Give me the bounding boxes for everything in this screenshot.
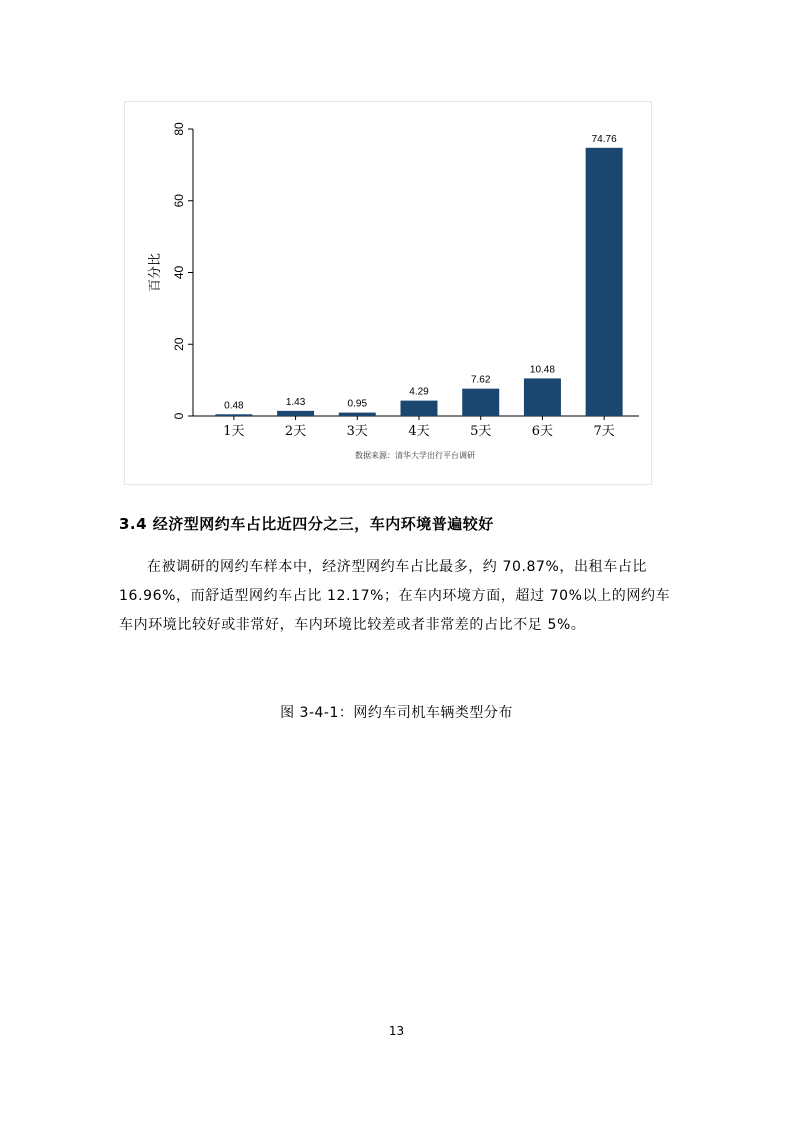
source-note: 数据来源：清华大学出行平台调研 [355,451,475,460]
x-tick-label: 2天 [284,424,307,439]
section-heading: 3.4 经济型网约车占比近四分之三，车内环境普遍较好 [119,515,494,533]
x-tick-label: 4天 [408,424,430,439]
x-tick-label: 3天 [346,424,368,439]
y-tick-label: 40 [172,265,186,280]
figure-caption: 图 3-4-1：网约车司机车辆类型分布 [280,705,513,721]
data-label: 0.48 [224,400,244,412]
y-tick-label: 0 [172,412,186,420]
section-paragraph: 在被调研的网约车样本中，经济型网约车占比最多，约 70.87%，出租车占比 16.96%，而舒适型网约车占比 12.17%；在车内环境方面，超过 70%以上的网约车车内环境比较好或非常好，车内环境比较差或者非常差的占比不足 5%。 [119,559,671,633]
y-tick-label: 60 [172,194,186,208]
x-tick-label: 6天 [531,424,554,439]
x-tick-label: 1天 [223,424,245,439]
bar [586,148,623,416]
bar [339,413,376,416]
bar [277,411,314,416]
bar [462,389,499,416]
data-label: 7.62 [470,374,491,386]
x-tick-label: 5天 [470,424,492,439]
data-label: 74.76 [591,133,617,145]
bar [401,401,438,416]
page-number: 13 [388,1024,405,1038]
y-tick-label: 20 [172,337,186,351]
x-tick-label: 7天 [593,424,615,439]
y-tick-label: 80 [172,122,186,136]
data-label: 4.29 [409,386,429,398]
y-axis-title: 百分比 [148,252,163,293]
bar-chart [125,102,653,486]
chart-frame [124,101,652,485]
data-label: 0.95 [347,398,368,410]
bar [524,378,561,416]
data-label: 10.48 [529,364,555,376]
bar [215,414,252,416]
data-label: 1.43 [285,396,306,408]
